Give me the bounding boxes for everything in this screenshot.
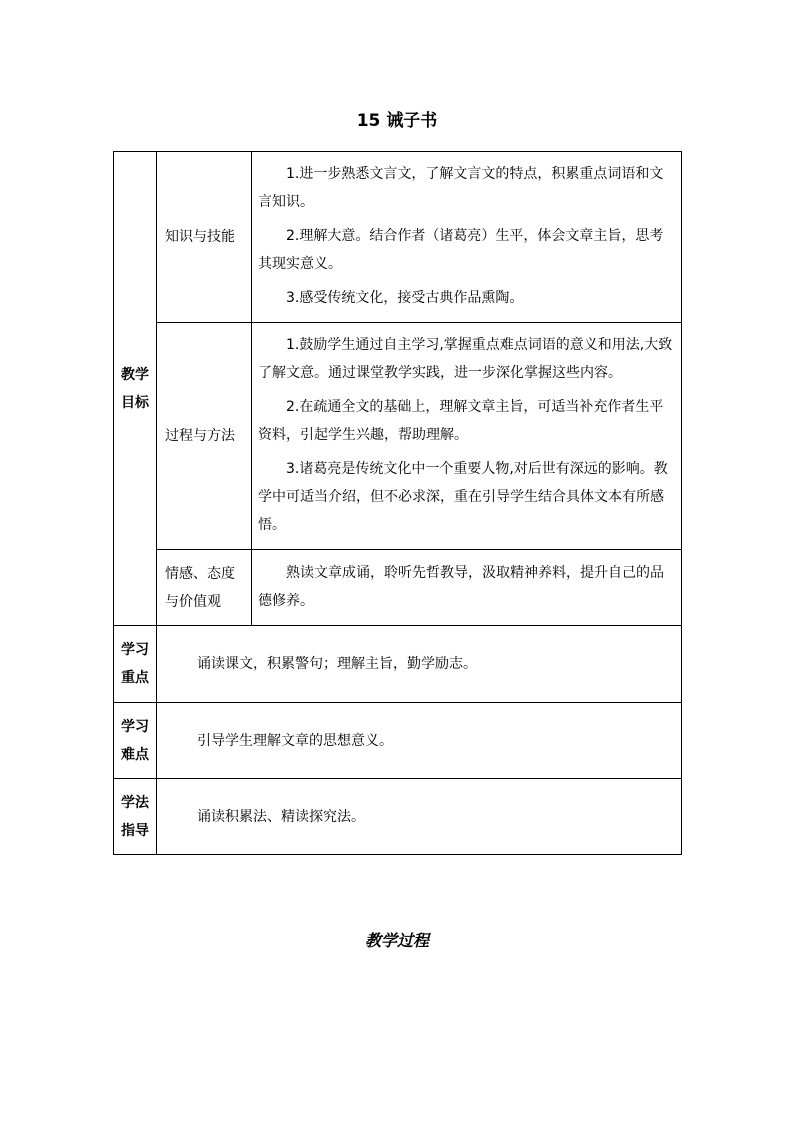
objective-process-row xyxy=(114,323,682,550)
process-label: 过程与方法 xyxy=(157,323,252,550)
key-points-header: 学习 重点 xyxy=(114,626,157,703)
process-item: 1.鼓励学生通过自主学习,掌握重点难点词语的意义和用法,大致了解文意。通过课堂教学实践，进一步深化掌握这些内容。 xyxy=(258,337,673,381)
knowledge-item: 3.感受传统文化，接受古典作品熏陶。 xyxy=(286,290,524,306)
emotion-content: 熟读文章成诵，聆听先哲教导，汲取精神养料，提升自己的品德修养。 xyxy=(252,550,682,626)
methods-row xyxy=(114,779,682,855)
key-points-row xyxy=(114,626,682,703)
difficulties-header: 学习 难点 xyxy=(114,703,157,779)
knowledge-item: 2.理解大意。结合作者（诸葛亮）生平，体会文章主旨，思考其现实意义。 xyxy=(258,228,664,272)
teaching-process-heading: 教学过程 xyxy=(364,931,429,950)
objectives-header: 教学 目标 xyxy=(114,152,157,626)
difficulties-content: 引导学生理解文章的思想意义。 xyxy=(157,703,682,779)
objective-emotion-row xyxy=(114,550,682,626)
knowledge-label: 知识与技能 xyxy=(157,152,252,323)
knowledge-content xyxy=(252,152,682,323)
key-points-content: 诵读课文，积累警句；理解主旨，勤学励志。 xyxy=(157,626,682,703)
objective-knowledge-row xyxy=(114,152,682,323)
process-item: 2.在疏通全文的基础上，理解文章主旨，可适当补充作者生平资料，引起学生兴趣，帮助理解。 xyxy=(258,399,664,443)
lesson-plan-table xyxy=(113,151,682,855)
document-title: 15 诫子书 xyxy=(356,111,438,131)
methods-header: 学法 指导 xyxy=(114,779,157,855)
emotion-label: 情感、态度 与价值观 xyxy=(157,550,252,626)
knowledge-item: 1.进一步熟悉文言文，了解文言文的特点，积累重点词语和文言知识。 xyxy=(258,166,664,210)
process-content xyxy=(252,323,682,550)
methods-content: 诵读积累法、精读探究法。 xyxy=(157,779,682,855)
process-item: 3.诸葛亮是传统文化中一个重要人物,对后世有深远的影响。教学中可适当介绍，但不必求深，重在引导学生结合具体文本有所感悟。 xyxy=(258,461,668,533)
difficulties-row xyxy=(114,703,682,779)
